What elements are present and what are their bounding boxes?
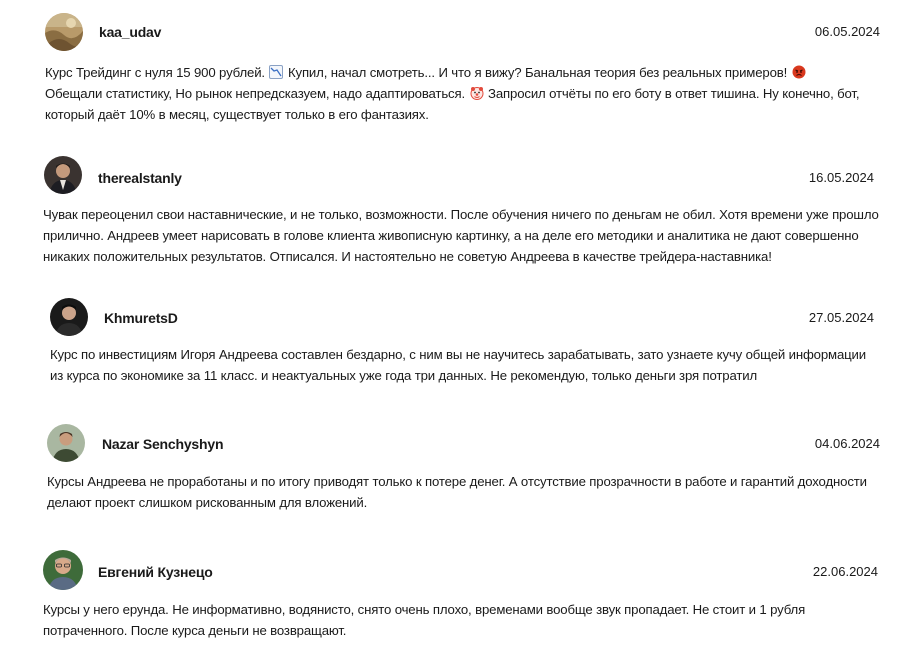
review-date: 06.05.2024 xyxy=(814,24,880,39)
review-card xyxy=(0,540,902,650)
review-text-part: Курс Трейдинг с нуля 15 900 рублей. xyxy=(45,65,265,80)
angry-face-icon xyxy=(792,65,806,79)
avatar[interactable] xyxy=(43,550,83,590)
username[interactable]: therealstanly xyxy=(98,170,182,186)
review-text-part: Запросил отчёты по его боту в ответ тишина. Ну конечно, бот, который даёт 10% в месяц, существует только в его фантазиях. xyxy=(45,86,860,122)
review-text xyxy=(45,62,885,125)
username[interactable]: Nazar Senchyshyn xyxy=(102,436,224,452)
review-date: 27.05.2024 xyxy=(808,310,874,325)
chart-decreasing-icon xyxy=(269,65,283,79)
clown-face-icon xyxy=(470,86,484,100)
review-text-part: Обещали статистику, Но рынок непредсказуем, надо адаптироваться. xyxy=(45,86,465,101)
review-text: Курс по инвестициям Игоря Андреева составлен бездарно, с ним вы не научитесь зарабатывать, зато узнаете кучу общей информации из курса по экономике за 11 класс. и неактуальных уже года три данных. Не рекомендую, только деньги зря потратил xyxy=(50,347,866,383)
review-card xyxy=(0,150,902,270)
review-card xyxy=(0,414,902,524)
avatar[interactable] xyxy=(45,13,83,51)
review-text: Курсы Андреева не проработаны и по итогу приводят только к потере денег. А отсутствие прозрачности в работе и гарантий доходности делают проект слишком рискованным для вложений. xyxy=(47,474,867,510)
review-card xyxy=(0,0,902,140)
review-text: Чувак переоценил свои наставнические, и не только, возможности. После обучения ничего по деньгам не обил. Хотя времени уже прошло прилично. Андреев умеет нарисовать в голове клиента живописную картинку, а на деле его методики и аналитика не дают совершенно никаких положительных результатов. Отписался. И настоятельно не советую Андреева в качестве трейдера-наставника! xyxy=(43,207,879,264)
avatar[interactable] xyxy=(44,156,82,194)
review-date: 16.05.2024 xyxy=(808,170,874,185)
review-date: 22.06.2024 xyxy=(812,564,878,579)
review-text-part: Купил, начал смотреть... И что я вижу? Банальная теория без реальных примеров! xyxy=(287,65,788,80)
username[interactable]: Евгений Кузнецо xyxy=(98,564,213,580)
review-card xyxy=(0,290,902,400)
review-text: Курсы у него ерунда. Не информативно, водянисто, снято очень плохо, временами вообще звук пропадает. Не стоит и 1 рубля потраченного. После курса деньги не возвращают. xyxy=(43,602,806,638)
avatar[interactable] xyxy=(47,424,85,462)
review-date: 04.06.2024 xyxy=(814,436,880,451)
avatar[interactable] xyxy=(50,298,88,336)
username[interactable]: KhmuretsD xyxy=(104,310,178,326)
username[interactable]: kaa_udav xyxy=(99,24,162,40)
